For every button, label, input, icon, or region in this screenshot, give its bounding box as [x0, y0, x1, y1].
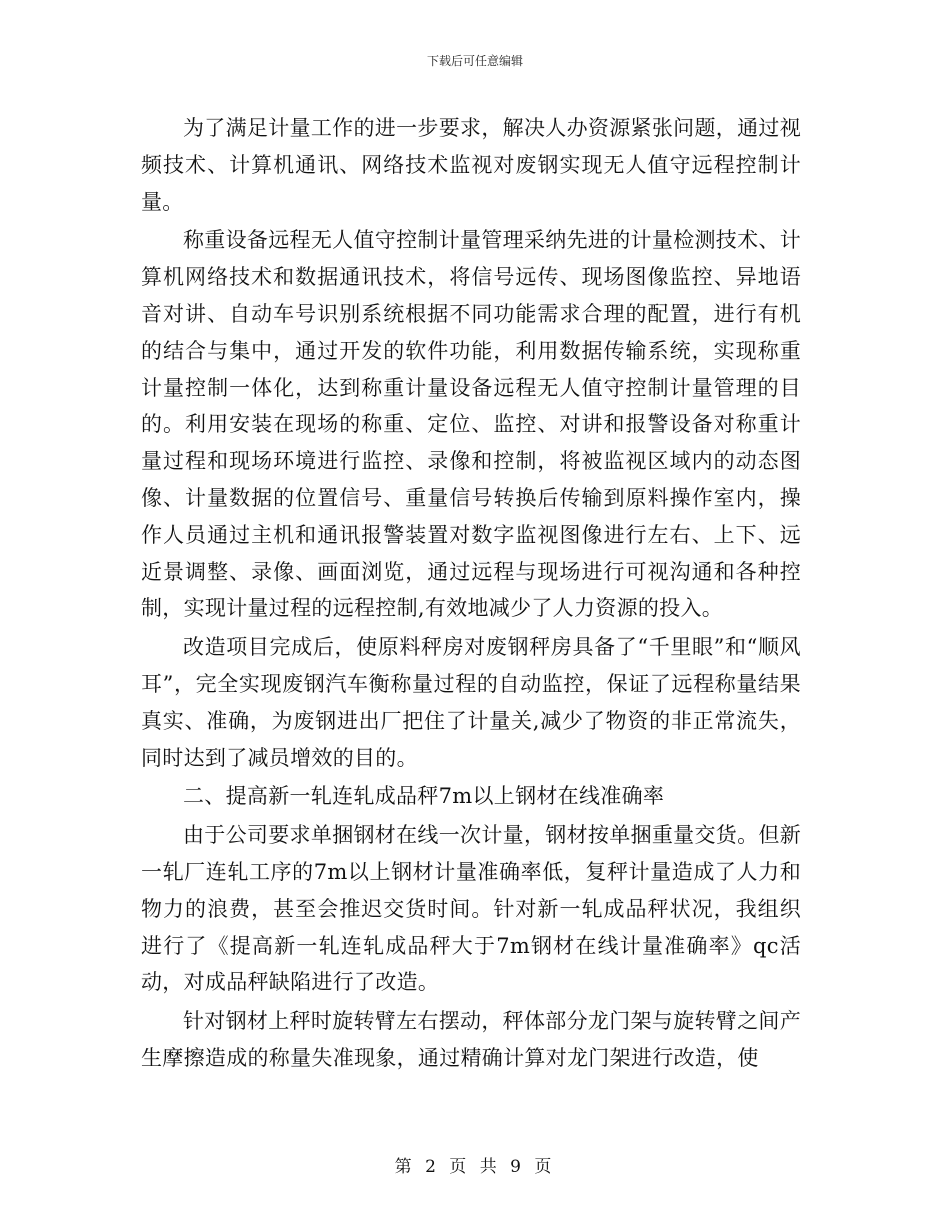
paragraph: 称重设备远程无人值守控制计量管理采纳先进的计量检测技术、计算机网络技术和数据通讯技术，将信号远传、现场图像监控、异地语音对讲、自动车号识别系统根据不同功能需求合理的配置，进行有机的结合与集中，通过开发的软件功能，利用数据传输系统，实现称重计量控制一体化，达到称重计量设备远程无人值守控制计量管理的目的。利用安装在现场的称重、定位、监控、对讲和报警设备对称重计量过程和现场环境进行监控、录像和控制，将被监视区域内的动态图像、计量数据的位置信号、重量信号转换后传输到原料操作室内，操作人员通过主机和通讯报警装置对数字监视图像进行左右、上下、远近景调整、录像、画面浏览，通过远程与现场进行可视沟通和各种控制，实现计量过程的远程控制,有效地减少了人力资源的投入。 [141, 228, 801, 621]
section-heading: 二、提高新一轧连轧成品秤7m以上钢材在线准确率 [183, 784, 665, 809]
paragraph: 为了满足计量工作的进一步要求，解决人办资源紧张问题，通过视频技术、计算机通讯、网络技术监视对废钢实现无人值守远程控制计量。 [141, 116, 801, 214]
page-header: 下载后可任意编辑 [426, 54, 523, 68]
paragraph: 改造项目完成后，使原料秤房对废钢秤房具备了“千里眼”和“顺风耳”，完全实现废钢汽车衡称量过程的自动监控，保证了远程称量结果真实、准确，为废钢进出厂把住了计量关,减少了物资的非正常流失，同时达到了减员增效的目的。 [141, 635, 801, 770]
page-number: 第 2 页 共 9 页 [394, 1157, 556, 1177]
document-body [141, 110, 801, 1079]
paragraph: 针对钢材上秤时旋转臂左右摆动，秤体部分龙门架与旋转臂之间产生摩擦造成的称量失准现象，通过精确计算对龙门架进行改造，使 [141, 1009, 801, 1070]
paragraph: 由于公司要求单捆钢材在线一次计量，钢材按单捆重量交货。但新一轧厂连轧工序的7m以上钢材计量准确率低，复秤计量造成了人力和物力的浪费，甚至会推迟交货时间。针对新一轧成品秤状况，我组织进行了《提高新一轧连轧成品秤大于7m钢材在线计量准确率》qc活动，对成品秤缺陷进行了改造。 [141, 823, 801, 995]
